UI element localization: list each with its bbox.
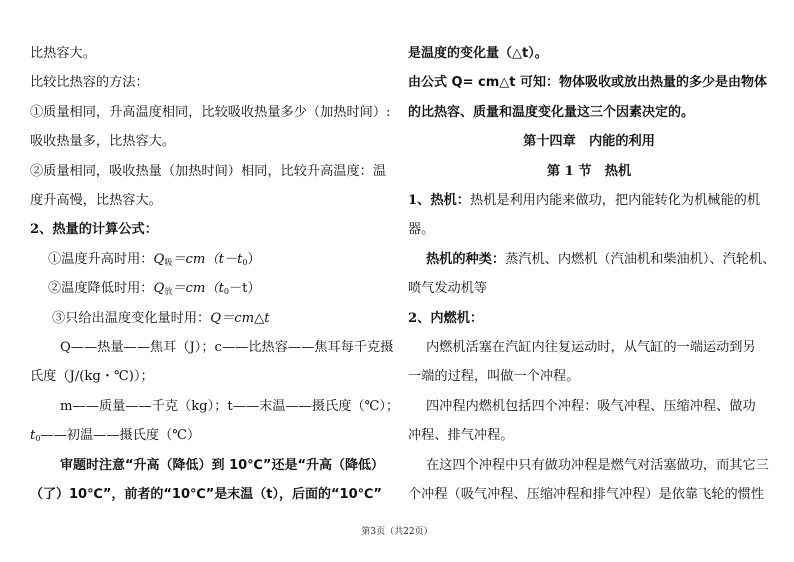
formula-cooling: ②温度降低时用：$Q_放=cm(t_0-t)$ xyxy=(48,281,261,296)
section-title: 第 1 节 热机 xyxy=(546,164,632,179)
definition-line: $t_0——$初温——摄氏度（℃） xyxy=(30,428,201,443)
section-heading: 2、内燃机： xyxy=(408,311,484,326)
formula-delta: ③只给出温度变化量时用：Q＝cm△t xyxy=(52,311,270,326)
text-line: 是温度的变化量（△t）。 xyxy=(408,46,548,61)
text-line: 器。 xyxy=(408,222,435,237)
text-line: 度升高慢，比热容大。 xyxy=(30,193,162,208)
note-line: 审题时注意“升高（降低）到 10℃”还是“升高（降低） xyxy=(60,458,384,473)
text-line: 由公式 Q= cm△t 可知：物体吸收或放出热量的多少是由物体 xyxy=(408,75,767,90)
definition-line: m——质量——千克（kg）；t——末温——摄氏度（℃）； xyxy=(60,399,400,414)
formula-label: ②温度降低时用： xyxy=(48,281,154,296)
formula-label: ①温度升高时用： xyxy=(48,252,154,267)
section-heading: 2、热量的计算公式： xyxy=(30,222,158,237)
text-line: 的比热容、质量和温度变化量这三个因素决定的。 xyxy=(408,105,695,120)
text-line: 比热容大。 xyxy=(30,46,96,61)
definition-line: 氏度（J/(kg・℃)）； xyxy=(30,369,154,384)
paragraph-line: 一端的过程，叫做一个冲程。 xyxy=(408,369,580,384)
paragraph-line: 四冲程内燃机包括四个冲程：吸气冲程、压缩冲程、做功 xyxy=(426,399,756,414)
definition-line: Q——热量——焦耳（J）；c——比热容——焦耳每千克摄 xyxy=(60,340,394,355)
definition-heatengine: 1、热机：热机是利用内能来做功，把内能转化为机械能的机 xyxy=(408,193,761,208)
paragraph-line: 冲程、排气冲程。 xyxy=(408,428,514,443)
formula-label: ③只给出温度变化量时用： xyxy=(52,311,211,326)
paragraph-line: 在这四个冲程中只有做功冲程是燃气对活塞做功，而其它三 xyxy=(426,458,769,473)
note-line: （了）10℃”，前者的“10℃”是末温（t），后面的“10℃” xyxy=(30,487,382,502)
text-line: ②质量相同，吸收热量（加热时间）相同，比较升高温度：温 xyxy=(30,164,387,179)
engine-kinds: 热机的种类：蒸汽机、内燃机（汽油机和柴油机）、汽轮机、 xyxy=(426,252,776,267)
text-line: ①质量相同，升高温度相同，比较吸收热量多少（加热时间）: xyxy=(30,105,391,120)
text-line: 喷气发动机等 xyxy=(408,281,488,296)
text-line: 吸收热量多，比热容大。 xyxy=(30,134,176,149)
formula-heating: ①温度升高时用：$Q_吸=cm(t-t_0)$ xyxy=(48,252,261,267)
page-footer: 第3页（共22页） xyxy=(361,527,433,537)
paragraph-line: 内燃机活塞在汽缸内往复运动时，从气缸的一端运动到另 xyxy=(426,340,756,355)
paragraph-line: 个冲程（吸气冲程、压缩冲程和排气冲程）是依靠飞轮的惯性 xyxy=(408,487,765,502)
chapter-title: 第十四章 内能的利用 xyxy=(523,134,655,149)
text-line: 比较比热容的方法： xyxy=(30,75,149,90)
